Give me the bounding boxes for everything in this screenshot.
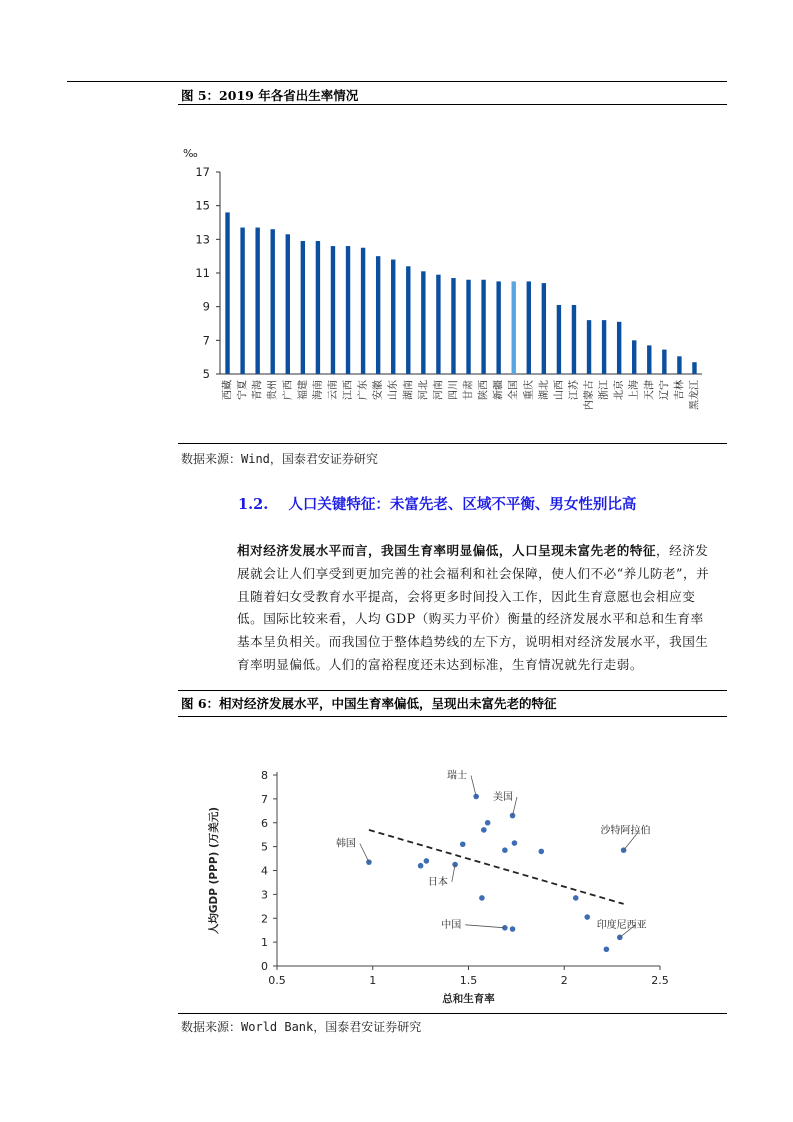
y-tick-label: 1 xyxy=(261,936,268,950)
x-tick-label: 1.5 xyxy=(459,974,478,987)
section-number: 1.2. xyxy=(238,496,269,513)
bar xyxy=(421,271,425,374)
annotation-leader xyxy=(465,925,505,928)
annotation-label: 沙特阿拉伯 xyxy=(600,825,651,837)
annotation-leader xyxy=(471,776,476,797)
y-tick-label: 0 xyxy=(261,960,268,973)
bar xyxy=(376,256,380,374)
bar xyxy=(527,281,531,374)
figure6-top-rule xyxy=(178,690,727,691)
bar xyxy=(481,280,485,374)
data-point xyxy=(481,827,487,833)
category-label: 黑龙江 xyxy=(689,380,701,410)
body-paragraph xyxy=(237,540,711,677)
figure6-title-rule xyxy=(178,716,727,717)
bar xyxy=(542,283,546,374)
y-unit-label: ‰ xyxy=(183,147,198,160)
bar xyxy=(512,281,516,374)
category-label: 河南 xyxy=(433,380,445,400)
data-point xyxy=(512,840,518,846)
y-tick-label: 3 xyxy=(261,888,268,902)
data-point xyxy=(424,858,430,864)
bar xyxy=(572,305,576,374)
x-tick-label: 2.5 xyxy=(651,974,669,987)
y-tick-label: 8 xyxy=(261,769,268,782)
category-label: 甘肃 xyxy=(463,380,475,400)
figure5-source: 数据来源：Wind，国泰君安证券研究 xyxy=(181,452,378,466)
annotation-leader xyxy=(513,797,517,816)
category-label: 浙江 xyxy=(599,380,611,400)
annotation-label: 美国 xyxy=(492,792,513,804)
category-label: 海南 xyxy=(312,380,324,400)
y-tick-label: 9 xyxy=(202,299,210,314)
x-tick-label: 1 xyxy=(369,974,377,987)
bar xyxy=(286,234,290,374)
paragraph-body: ，经济发展就会让人们享受到更加完善的社会福利和社会保障，使人们不必“养儿防老”，并且随着妇女受教育水平提高，会将更多时间投入工作，因此生育意愿也会相应变低。国际比较来看，人均 GDP（购买力平价）衡量的经济发展水平和总和生育率基本呈负相关。而我国位于整体趋势线的左下方，说明相对经济发展水平，我国生育率明显偏低。人们的富裕程度还未达到标准，生育情况就先行走弱。 xyxy=(237,543,710,672)
x-tick-label: 0.5 xyxy=(268,974,286,987)
annotation-label: 印度尼西亚 xyxy=(596,919,647,931)
section-title: 人口关键特征：未富先老、区域不平衡、男女性别比高 xyxy=(288,496,637,513)
y-tick-label: 7 xyxy=(261,792,268,806)
annotation-label: 日本 xyxy=(427,876,448,888)
category-label: 上海 xyxy=(629,380,641,400)
paragraph-lead: 相对经济发展水平而言，我国生育率明显偏低，人口呈现未富先老的特征 xyxy=(237,543,656,558)
category-label: 山西 xyxy=(553,380,565,400)
figure5-source-rule xyxy=(178,443,727,444)
annotation-leader xyxy=(360,844,369,863)
bar xyxy=(466,280,470,374)
data-point xyxy=(584,914,590,920)
bar-chart-axes xyxy=(183,147,702,381)
header-rule xyxy=(67,81,727,82)
category-label: 全国 xyxy=(508,380,520,400)
y-tick-label: 15 xyxy=(195,198,210,213)
y-tick-label: 2 xyxy=(261,912,268,926)
category-label: 广西 xyxy=(282,380,294,400)
category-label: 湖北 xyxy=(538,380,550,400)
bar xyxy=(557,305,561,374)
y-tick-label: 4 xyxy=(261,864,268,878)
figure5-title-rule xyxy=(178,104,727,105)
category-label: 青海 xyxy=(252,380,264,400)
y-tick-label: 5 xyxy=(202,367,210,381)
bar-chart-bars xyxy=(225,212,696,374)
bar xyxy=(436,275,440,374)
annotation-label: 瑞士 xyxy=(447,770,468,782)
bar xyxy=(692,362,696,374)
category-label: 贵州 xyxy=(267,380,279,400)
data-point xyxy=(502,847,508,853)
trend-line xyxy=(369,830,624,904)
scatter-annotations xyxy=(336,769,651,938)
x-tick-label: 2 xyxy=(560,974,568,987)
annotation-label: 中国 xyxy=(441,919,462,931)
category-label: 宁夏 xyxy=(237,380,249,400)
category-label: 北京 xyxy=(614,380,626,400)
category-label: 江西 xyxy=(343,380,355,400)
bar xyxy=(331,246,335,374)
bar xyxy=(361,248,365,374)
category-label: 安徽 xyxy=(373,380,385,400)
bar xyxy=(391,260,395,374)
data-point xyxy=(479,895,485,901)
category-label: 湖南 xyxy=(403,380,415,400)
bar xyxy=(632,340,636,374)
category-label: 吉林 xyxy=(674,380,686,400)
category-label: 陕西 xyxy=(478,380,490,400)
category-label: 西藏 xyxy=(222,380,234,400)
annotation-leader xyxy=(452,865,455,882)
bar xyxy=(587,320,591,374)
category-label: 江苏 xyxy=(568,380,580,400)
bar xyxy=(496,281,500,374)
category-label: 辽宁 xyxy=(659,380,671,400)
category-label: 河北 xyxy=(418,380,430,400)
y-tick-label: 11 xyxy=(195,266,210,280)
bar xyxy=(271,229,275,374)
data-point xyxy=(485,820,491,826)
category-label: 福建 xyxy=(297,380,309,400)
category-label: 新疆 xyxy=(493,380,505,400)
bar-chart-category-labels xyxy=(221,379,701,410)
bar xyxy=(602,320,606,374)
data-point xyxy=(460,841,466,847)
bar xyxy=(316,241,320,374)
annotation-label: 韩国 xyxy=(335,838,356,850)
bar xyxy=(301,241,305,374)
category-label: 山东 xyxy=(388,380,400,400)
bar xyxy=(677,356,681,374)
figure6-source-rule xyxy=(178,1013,727,1014)
figure6-title: 图 6：相对经济发展水平，中国生育率偏低，呈现出未富先老的特征 xyxy=(181,696,557,711)
category-label: 四川 xyxy=(448,380,460,400)
bar xyxy=(225,212,229,374)
data-point xyxy=(418,863,424,869)
scatter-trendline xyxy=(369,830,624,904)
y-tick-label: 5 xyxy=(261,840,268,854)
y-tick-label: 17 xyxy=(195,165,210,179)
bar xyxy=(662,350,666,374)
data-point xyxy=(604,946,610,952)
bar xyxy=(617,322,621,374)
figure6-source: 数据来源：World Bank，国泰君安证券研究 xyxy=(181,1020,422,1034)
section-heading xyxy=(238,493,636,514)
y-tick-label: 7 xyxy=(202,333,210,348)
figure5-bar-chart xyxy=(170,140,730,440)
category-label: 内蒙古 xyxy=(584,380,596,410)
bar xyxy=(406,266,410,374)
bar xyxy=(240,228,244,374)
data-point xyxy=(538,849,544,855)
category-label: 重庆 xyxy=(523,380,535,400)
bar xyxy=(346,246,350,374)
data-point xyxy=(510,926,516,932)
category-label: 云南 xyxy=(327,380,339,400)
y-tick-label: 13 xyxy=(195,232,210,247)
bar xyxy=(255,228,259,374)
x-axis-title: 总和生育率 xyxy=(442,993,495,1005)
data-point xyxy=(510,813,516,819)
figure5-title: 图 5：2019 年各省出生率情况 xyxy=(181,88,359,103)
category-label: 天津 xyxy=(644,380,656,400)
y-tick-label: 6 xyxy=(261,816,268,830)
bar xyxy=(647,345,651,374)
y-axis-title: 人均GDP (PPP) (万美元) xyxy=(208,806,220,935)
bar xyxy=(451,278,455,374)
scatter-points xyxy=(366,794,626,952)
data-point xyxy=(573,895,579,901)
category-label: 广东 xyxy=(358,380,370,400)
figure6-scatter-chart xyxy=(190,760,730,1010)
